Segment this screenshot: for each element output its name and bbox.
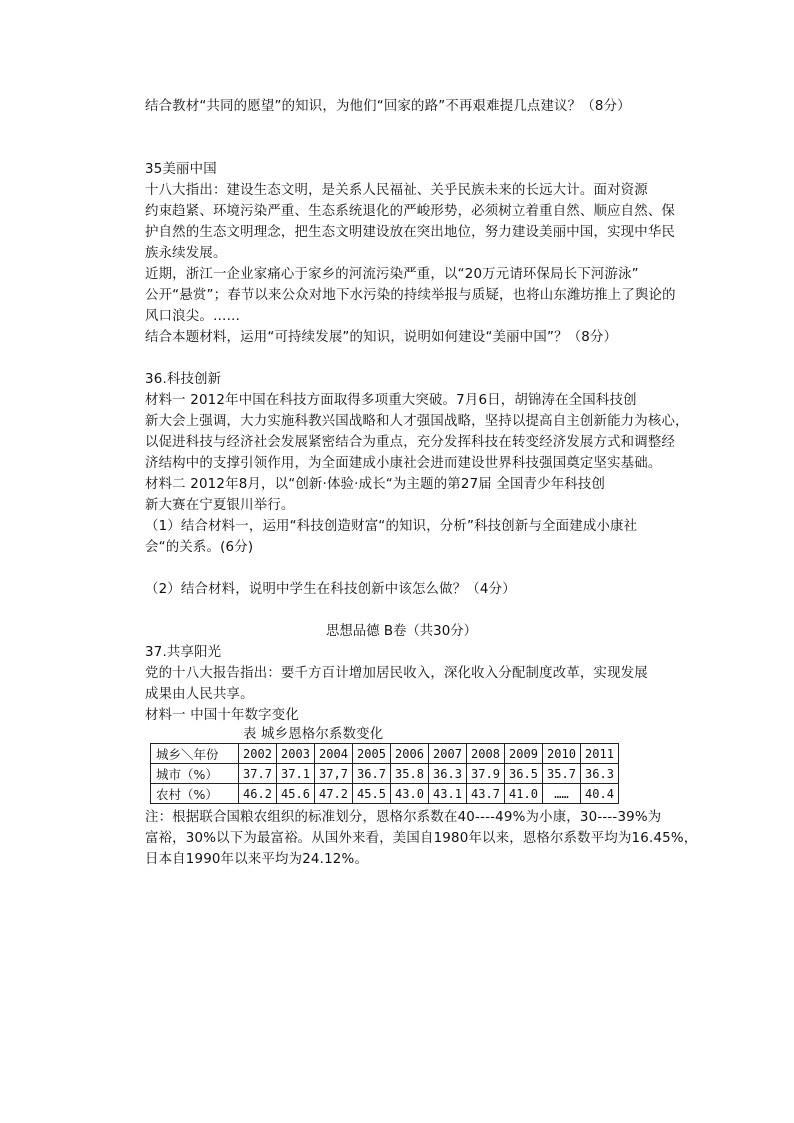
table-cell: 37.9: [467, 764, 505, 784]
table-header-cell: 2007: [429, 744, 467, 764]
table-header-cell: 2003: [277, 744, 315, 764]
section-b-title: 思想品德 B卷（共30分）: [326, 624, 477, 639]
q35-line-6: 公开“悬赏”；春节以来公众对地下水污染的持续举报与质疑，也将山东潍坊推上了舆论的: [145, 288, 676, 303]
q37-title: 37.共享阳光: [145, 645, 222, 660]
table-cell: ……: [543, 784, 581, 804]
table-header-cell: 2002: [239, 744, 277, 764]
table-header-cell: 2010: [543, 744, 581, 764]
table-note-1: 注：根据联合国粮农组织的标准划分，恩格尔系数在40----49%为小康，30----39%为: [145, 810, 662, 825]
q35-line-5: 近期，浙江一企业家痛心于家乡的河流污染严重，以“20万元请环保局长下河游泳”: [145, 267, 639, 282]
q36-title: 36.科技创新: [145, 372, 222, 387]
q36-line-6: 新大赛在宁夏银川举行。: [145, 498, 295, 513]
table-cell: 37.7: [239, 764, 277, 784]
q35-line-2: 约束趋紧、环境污染严重、生态系统退化的严峻形势，必须树立着重自然、顺应自然、保: [145, 204, 676, 219]
table-cell: 45.6: [277, 784, 315, 804]
table-cell: 36.5: [505, 764, 543, 784]
table-cell: 36.3: [581, 764, 619, 784]
q35-line-3: 护自然的生态文明理念，把生态文明建设放在突出地位，努力建设美丽中国，实现中华民: [145, 225, 676, 240]
q35-line-7: 风口浪尖。……: [145, 309, 241, 324]
table-caption: 表 城乡恩格尔系数变化: [243, 727, 384, 742]
table-note-2: 富裕，30%以下为最富裕。从国外来看，美国自1980年以来，恩格尔系数平均为16.45%，: [145, 831, 698, 846]
table-cell: 43.7: [467, 784, 505, 804]
q36-line-8: 会“的关系。(6分): [145, 540, 254, 555]
table-cell: 36.7: [353, 764, 391, 784]
table-cell: 35.8: [391, 764, 429, 784]
q36-sub2: （2）结合材料，说明中学生在科技创新中该怎么做？（4分）: [145, 582, 516, 597]
table-cell: 47.2: [315, 784, 353, 804]
q35-line-1: 十八大指出：建设生态文明，是关系人民福祉、关乎民族未来的长远大计。面对资源: [145, 183, 648, 198]
table-header-cell: 2011: [581, 744, 619, 764]
q37-line-2: 成果由人民共享。: [145, 687, 254, 702]
table-header-row: [151, 744, 619, 764]
q35-prompt: 结合本题材料，运用“可持续发展”的知识，说明如何建设“美丽中国”？（8分）: [145, 330, 618, 345]
q36-line-5: 材料二 2012年8月，以“创新·体验·成长“为主题的第27届 全国青少年科技创: [145, 477, 606, 492]
q36-line-7: （1）结合材料一，运用“科技创造财富“的知识，分析”科技创新与全面建成小康社: [145, 519, 638, 534]
table-note-3: 日本自1990年以来平均为24.12%。: [145, 852, 369, 867]
table-cell: 37,7: [315, 764, 353, 784]
table-cell: 43.0: [391, 784, 429, 804]
table-cell: 37.1: [277, 764, 315, 784]
table-header-cell: 2004: [315, 744, 353, 764]
table-row-label: 农村（%）: [151, 784, 239, 804]
q37-line-1: 党的十八大报告指出：要千方百计增加居民收入，深化收入分配制度改革，实现发展: [145, 666, 648, 681]
q36-line-1: 材料一 2012年中国在科技方面取得多项重大突破。7月6日，胡锦涛在全国科技创: [145, 393, 637, 408]
q36-line-2: 新大会上强调，大力实施科教兴国战略和人才强国战略，坚持以提高自主创新能力为核心，: [145, 414, 689, 429]
q36-line-4: 济结构中的支撑引领作用，为全面建成小康社会进而建设世界科技强国奠定坚实基础。: [145, 456, 662, 471]
q34-prompt: 结合教材“共同的愿望”的知识，为他们“回家的路”不再艰难提几点建议？（8分）: [145, 99, 631, 114]
table-header-cell: 2009: [505, 744, 543, 764]
q35-line-4: 族永续发展。: [145, 246, 227, 261]
table-header-cell: 城乡＼年份: [151, 744, 239, 764]
table-cell: 40.4: [581, 784, 619, 804]
table-row: [151, 764, 619, 784]
table-header-cell: 2005: [353, 744, 391, 764]
table-header-cell: 2006: [391, 744, 429, 764]
table-cell: 35.7: [543, 764, 581, 784]
table-row: [151, 784, 619, 804]
table-cell: 43.1: [429, 784, 467, 804]
table-row-label: 城市（%）: [151, 764, 239, 784]
engel-coefficient-table: [150, 743, 619, 804]
table-cell: 45.5: [353, 784, 391, 804]
q35-title: 35美丽中国: [145, 162, 217, 177]
table-cell: 46.2: [239, 784, 277, 804]
table-header-cell: 2008: [467, 744, 505, 764]
q36-line-3: 以促进科技与经济社会发展紧密结合为重点，充分发挥科技在转变经济发展方式和调整经: [145, 435, 676, 450]
table-cell: 36.3: [429, 764, 467, 784]
q37-line-3: 材料一 中国十年数字变化: [145, 708, 299, 723]
table-cell: 41.0: [505, 784, 543, 804]
